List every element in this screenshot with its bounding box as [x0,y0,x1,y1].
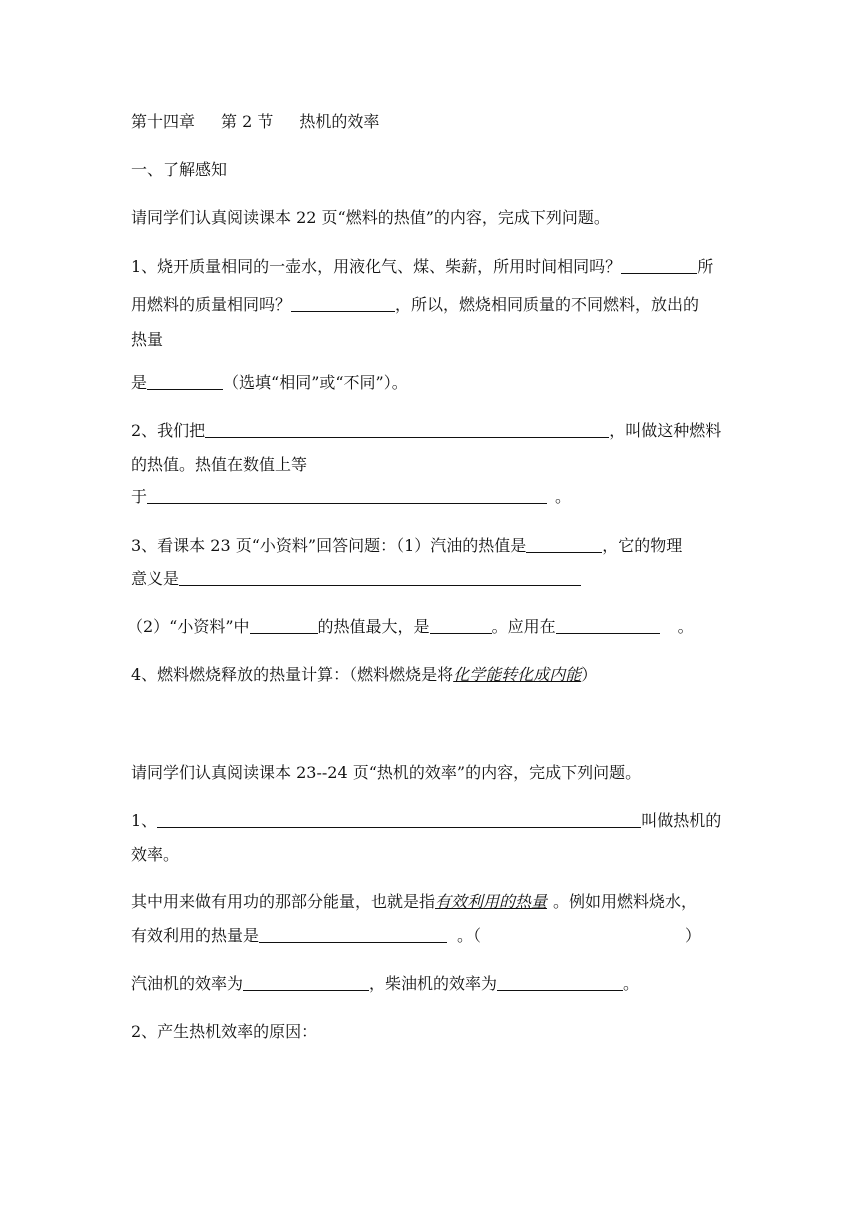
p2-q1-line-2: 效率。 [131,845,180,864]
q3-line-1: 3、看课本 23 页“小资料”回答问题：（1）汽油的热值是 ，它的物理 [131,536,683,555]
diesel-efficiency-blank[interactable] [497,973,623,991]
q1-blank-2[interactable] [291,294,395,312]
useful-heat-blank[interactable] [259,925,447,943]
p2-para1-line-2: 有效利用的热量是 。（ ） [131,926,702,945]
useful-heat-emphasis: 有效利用的热量 [435,892,548,911]
gasoline-efficiency-blank[interactable] [243,973,369,991]
q2-blank-2[interactable] [147,486,547,504]
q3-blank-4[interactable] [430,616,492,634]
q2-line-2: 的热值。热值在数值上等 [131,455,308,474]
p2-q1-blank[interactable] [157,810,641,828]
q4-line: 4、燃料燃烧释放的热量计算：（燃料燃烧是将化学能转化成内能） [131,665,598,684]
q2-line-1: 2、我们把 ，叫做这种燃料 [131,421,722,440]
p2-q2: 2、产生热机效率的原因： [131,1022,318,1041]
p2-para2: 汽油机的效率为 ，柴油机的效率为 。 [131,974,640,993]
q1-blank-3[interactable] [147,372,223,390]
q1-line-2: 用燃料的质量相同吗？ ，所以，燃烧相同质量的不同燃料，放出的 [131,295,700,314]
q3-line-3: （2）“小资料”中 的热值最大，是 。应用在 。 [127,617,694,636]
q3-line-2: 意义是 [131,568,729,590]
q1-line-3: 热量 [131,330,164,349]
q3-blank-1[interactable] [526,535,602,553]
q2-line-3: 于 。 [131,487,572,506]
q1-line-4: 是 （选填“相同”或“不同”）。 [131,373,408,392]
q1-blank-1[interactable] [621,256,697,274]
part1-intro: 请同学们认真阅读课本 22 页“燃料的热值”的内容，完成下列问题。 [131,208,610,227]
q3-blank-2[interactable] [179,568,581,586]
q3-blank-5[interactable] [556,616,660,634]
q2-blank-1[interactable] [205,420,609,438]
p2-para1-line-1: 其中用来做有用功的那部分能量，也就是指有效利用的热量 。例如用燃料烧水， [131,892,698,911]
part2-intro: 请同学们认真阅读课本 23--24 页“热机的效率”的内容，完成下列问题。 [131,763,642,782]
section-label: 第 2 节 [221,112,274,131]
q3-blank-3[interactable] [250,616,318,634]
chapter-label: 第十四章 [131,112,196,131]
page-title [131,111,729,133]
q1-line-1: 1、烧开质量相同的一壶水，用液化气、煤、柴薪，所用时间相同吗？ 所 [131,257,714,276]
q4-answer-emphasis: 化学能转化成内能 [453,665,582,684]
topic-label: 热机的效率 [299,112,380,131]
p2-q1-line-1: 1、 叫做热机的 [131,811,722,830]
part1-heading: 一、了解感知 [131,160,228,179]
